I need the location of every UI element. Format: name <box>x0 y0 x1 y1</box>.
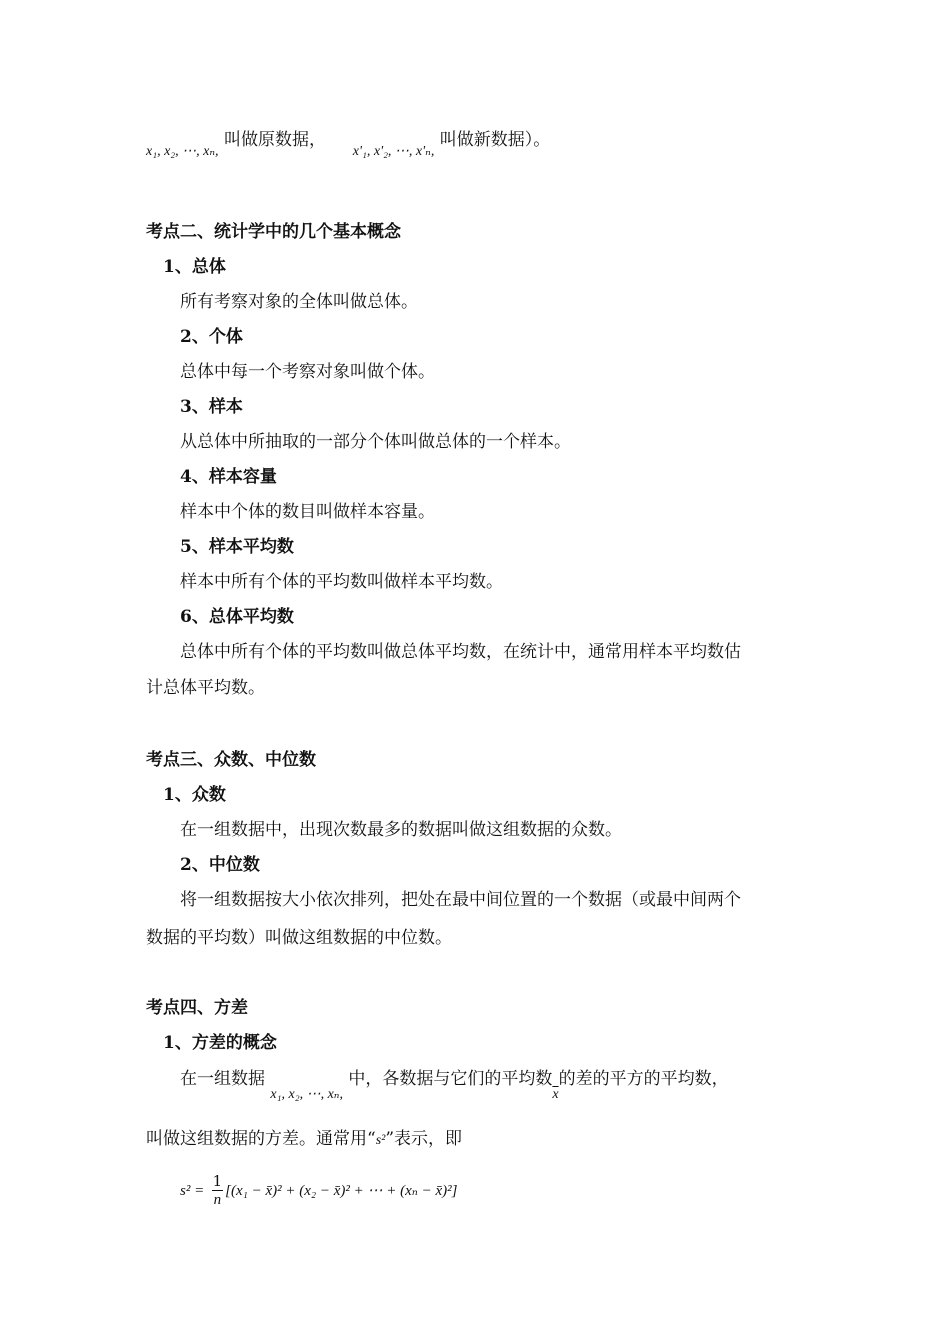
heading-sample-size: 4、样本容量 <box>180 467 277 487</box>
formula-fraction <box>212 1172 224 1209</box>
section-3-title: 考点三、众数、中位数 <box>146 750 316 770</box>
heading-median: 2、中位数 <box>180 855 260 875</box>
formula-lhs: s² = <box>180 1183 205 1199</box>
body-population-mean: 总体中所有个体的平均数叫做总体平均数，在统计中，通常用样本平均数估 <box>180 642 741 662</box>
heading-variance-concept: 1、方差的概念 <box>163 1033 277 1053</box>
intro-line <box>146 128 551 159</box>
formula-fraction-denominator: n <box>213 1192 222 1208</box>
formula-fraction-numerator: 1 <box>212 1172 223 1190</box>
heading-sample: 3、样本 <box>180 397 243 417</box>
body-individual: 总体中每一个考察对象叫做个体。 <box>180 362 435 382</box>
variance-data-formula: x₁, x₂, ⋯, xₙ, <box>270 1087 343 1102</box>
heading-mode: 1、众数 <box>163 785 226 805</box>
heading-population-mean: 6、总体平均数 <box>180 607 294 627</box>
body-sample-mean: 样本中所有个体的平均数叫做样本平均数。 <box>180 572 503 592</box>
body-median: 将一组数据按大小依次排列，把处在最中间位置的一个数据（或最中间两个 <box>180 890 741 910</box>
heading-sample-mean: 5、样本平均数 <box>180 537 294 557</box>
body-population: 所有考察对象的全体叫做总体。 <box>180 292 418 312</box>
new-data-text: 叫做新数据）。 <box>439 130 551 150</box>
body-sample: 从总体中所抽取的一部分个体叫做总体的一个样本。 <box>180 432 571 452</box>
section-4-title: 考点四、方差 <box>146 998 248 1018</box>
heading-individual: 2、个体 <box>180 327 243 347</box>
heading-population: 1、总体 <box>163 257 226 277</box>
variance-def-text-b: 中，各数据与它们的平均数 <box>348 1069 553 1089</box>
body-sample-size: 样本中个体的数目叫做样本容量。 <box>180 502 435 522</box>
variance-def-text-e: ”表示，即 <box>385 1129 463 1149</box>
body-mode: 在一组数据中，出现次数最多的数据叫做这组数据的众数。 <box>180 820 622 840</box>
variance-def-text-d: 叫做这组数据的方差。通常用“ <box>146 1129 376 1149</box>
variance-def-text-a: 在一组数据 <box>180 1069 265 1089</box>
original-data-formula: x₁, x₂, ⋯, xₙ, <box>146 144 219 159</box>
body-median-cont: 数据的平均数）叫做这组数据的中位数。 <box>146 928 452 948</box>
body-population-mean-cont: 计总体平均数。 <box>146 678 265 698</box>
original-data-text: 叫做原数据， <box>223 130 326 150</box>
variance-def-text-c: 的差的平方的平均数， <box>558 1069 729 1089</box>
variance-formula <box>180 1170 458 1211</box>
mean-symbol: x <box>552 1087 559 1102</box>
variance-definition-line2 <box>146 1127 462 1153</box>
variance-symbol: s² <box>375 1133 386 1148</box>
formula-rhs: [(x₁ − x̄)² + (x₂ − x̄)² + ⋯ + (xₙ − x̄)²] <box>225 1183 458 1199</box>
section-2-title: 考点二、统计学中的几个基本概念 <box>146 222 401 242</box>
new-data-formula: x'₁, x'₂, ⋯, x'ₙ, <box>352 144 435 159</box>
